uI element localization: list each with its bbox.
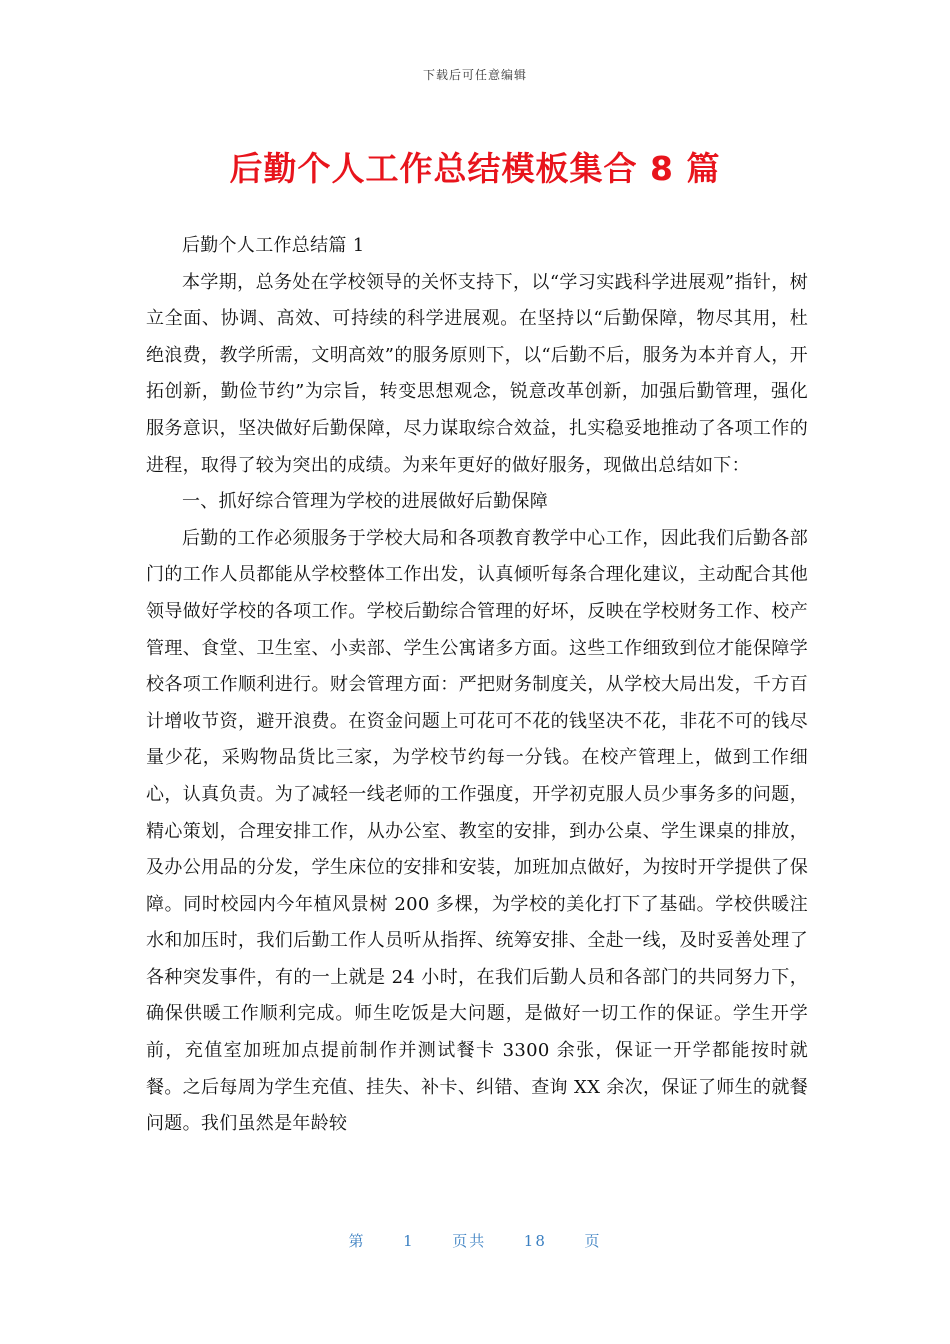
- paragraph-management: 后勤的工作必须服务于学校大局和各项教育教学中心工作，因此我们后勤各部门的工作人员都能从学校整体工作出发，认真倾听每条合理化建议，主动配合其他领导做好学校的各项工作。学校后勤综合管理的好坏，反映在学校财务工作、校产管理、食堂、卫生室、小卖部、学生公寓诸多方面。这些工作细致到位才能保障学校各项工作顺利进行。财会管理方面：严把财务制度关，从学校大局出发，千方百计增收节资，避开浪费。在资金问题上可花可不花的钱坚决不花，非花不可的钱尽量少花，采购物品货比三家，为学校节约每一分钱。在校产管理上，做到工作细心，认真负责。为了减轻一线老师的工作强度，开学初克服人员少事务多的问题，精心策划，合理安排工作，从办公室、教室的安排，到办公桌、学生课桌的排放，及办公用品的分发，学生床位的安排和安装，加班加点做好，为按时开学提供了保障。同时校园内今年植风景树 200 多棵，为学校的美化打下了基础。学校供暖注水和加压时，我们后勤工作人员听从指挥、统筹安排、全赴一线，及时妥善处理了各种突发事件，有的一上就是 24 小时，在我们后勤人员和各部门的共同努力下，确保供暖工作顺利完成。师生吃饭是大问题，是做好一切工作的保证。学生开学前，充值室加班加点提前制作并测试餐卡 3300 余张，保证一开学都能按时就餐。之后每周为学生充值、挂失、补卡、纠错、查询 XX 余次，保证了师生的就餐问题。我们虽然是年龄较: [146, 527, 808, 1135]
- document-title: 后勤个人工作总结模板集合 8 篇: [229, 149, 721, 188]
- total-pages: 18: [523, 1232, 547, 1250]
- page-number: 1: [403, 1232, 415, 1250]
- document-body: [146, 228, 808, 1143]
- page-middle: 页共: [452, 1232, 487, 1250]
- paragraph-intro: 本学期，总务处在学校领导的关怀支持下，以“学习实践科学进展观”指针，树立全面、协调、高效、可持续的科学进展观。在坚持以“后勤保障，物尽其用，杜绝浪费，教学所需，文明高效”的服务原则下，以“后勤不后，服务为本并育人，开拓创新，勤俭节约”为宗旨，转变思想观念，锐意改革创新，加强后勤管理，强化服务意识，坚决做好后勤保障，尽力谋取综合效益，扎实稳妥地推动了各项工作的进程，取得了较为突出的成绩。为来年更好的做好服务，现做出总结如下：: [146, 271, 808, 476]
- section-title: 后勤个人工作总结篇 1: [182, 235, 365, 256]
- page-footer: [0, 1230, 950, 1251]
- page-suffix: 页: [584, 1232, 602, 1250]
- page-prefix: 第: [348, 1232, 366, 1250]
- subheading-1: 一、抓好综合管理为学校的进展做好后勤保障: [182, 491, 548, 513]
- header-note: 下载后可任意编辑: [422, 68, 527, 82]
